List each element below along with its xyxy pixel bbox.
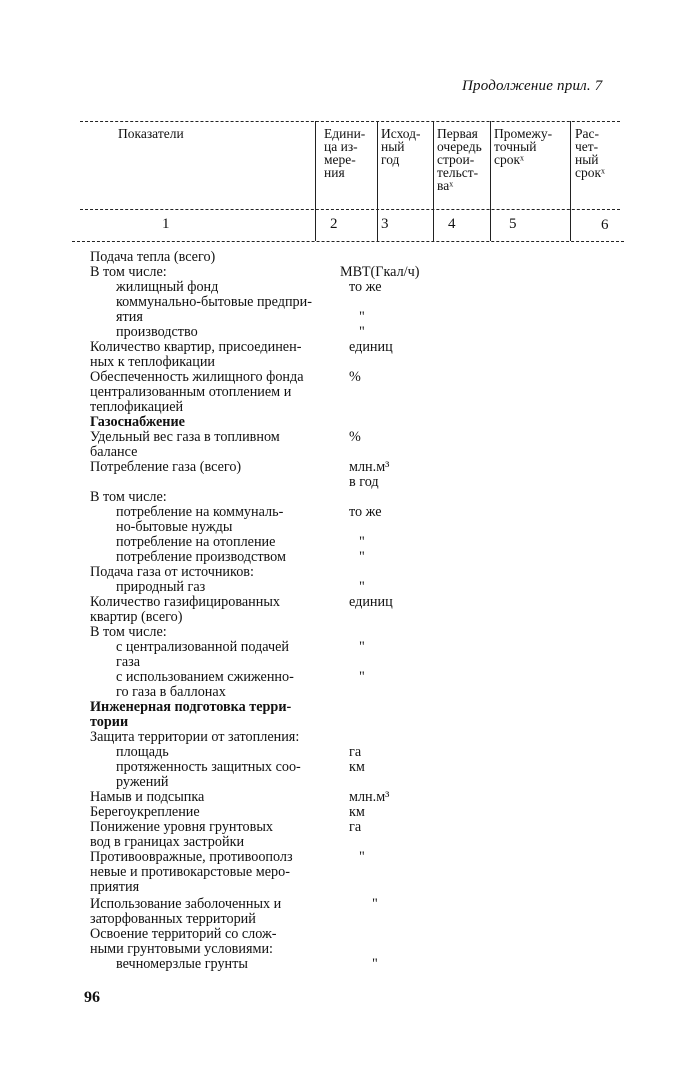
table-row: производство " (116, 324, 365, 340)
section-heading-row: тории (90, 714, 129, 730)
table-row: с использованием сжиженно- " (116, 669, 365, 685)
table-row: потребление на отопление " (116, 534, 365, 550)
table-row: приятия (90, 879, 140, 895)
column-header-indicators: Показатели (118, 126, 184, 141)
column-divider (490, 121, 491, 241)
table-row: теплофикацией (90, 399, 184, 415)
table-top-rule (80, 121, 620, 122)
table-row: в год (349, 474, 379, 490)
page-header: Продолжение прил. 7 (462, 78, 603, 94)
column-divider (377, 121, 378, 241)
table-row: централизованным отоплением и (90, 384, 292, 400)
column-number: 3 (381, 216, 389, 232)
numbers-bottom-rule (72, 241, 624, 242)
table-row: Противоовражные, противоополз " (90, 849, 365, 865)
table-row: природный газ " (116, 579, 365, 595)
table-row: потребление производством " (116, 549, 365, 565)
column-divider (433, 121, 434, 241)
table-row: Количество квартир, присоединен- единиц (90, 339, 393, 355)
column-header-design-period: Рас- чет- ный срокˣ (575, 126, 605, 180)
table-row: Берегоукрепление км (90, 804, 365, 820)
table-row: жилищный фонд то же (116, 279, 382, 295)
table-row: В том числе: (90, 624, 167, 640)
table-row: Количество газифицированных единиц (90, 594, 393, 610)
table-row: невые и противокарстовые меро- (90, 864, 290, 880)
page-number: 96 (84, 989, 100, 1006)
column-number: 2 (330, 216, 338, 232)
table-row: Использование заболоченных и " (90, 896, 378, 912)
table-row: ятия " (116, 309, 365, 325)
table-row: го газа в баллонах (116, 684, 226, 700)
table-row: ными грунтовыми условиями: (90, 941, 274, 957)
table-row: балансе (90, 444, 138, 460)
table-row: В том числе: МВТ(Гкал/ч) (90, 264, 420, 280)
table-row: Обеспеченность жилищного фонда % (90, 369, 361, 385)
table-row: Потребление газа (всего) млн.м³ (90, 459, 390, 475)
table-row: В том числе: (90, 489, 167, 505)
table-row: ных к теплофикации (90, 354, 216, 370)
column-number: 4 (448, 216, 456, 232)
table-row: протяженность защитных соо- км (116, 759, 365, 775)
table-row: с централизованной подачей " (116, 639, 365, 655)
table-row: квартир (всего) (90, 609, 183, 625)
section-heading-row: Газоснабжение (90, 414, 185, 430)
table-row: вечномерзлые грунты " (116, 956, 378, 972)
table-row: но-бытовые нужды (116, 519, 233, 535)
column-header-base-year: Исход- ный год (381, 126, 421, 167)
table-row: Освоение территорий со слож- (90, 926, 277, 942)
header-bottom-rule (80, 209, 620, 210)
table-row: газа (116, 654, 141, 670)
table-row: Понижение уровня грунтовых га (90, 819, 362, 835)
table-row: ружений (116, 774, 169, 790)
table-row: заторфованных территорий (90, 911, 256, 927)
column-header-unit: Едини- ца из- мере- ния (324, 126, 366, 180)
table-row: Намыв и подсыпка млн.м³ (90, 789, 390, 805)
table-row: Удельный вес газа в топливном % (90, 429, 361, 445)
column-number: 6 (601, 217, 609, 233)
column-number: 5 (509, 216, 517, 232)
column-header-intermediate: Промежу- точный срокˣ (494, 126, 553, 167)
table-row: Подача тепла (всего) (90, 249, 216, 265)
column-header-first-stage: Первая очередь строи- тельст- ваˣ (437, 126, 482, 193)
section-heading-row: Инженерная подготовка терри- (90, 699, 292, 715)
column-divider (570, 121, 571, 241)
table-row: Подача газа от источников: (90, 564, 254, 580)
table-row: Защита территории от затопления: (90, 729, 300, 745)
table-row: вод в границах застройки (90, 834, 245, 850)
column-number: 1 (162, 216, 170, 232)
table-row: площадь га (116, 744, 362, 760)
table-row: коммунально-бытовые предпри- (116, 294, 312, 310)
table-row: потребление на коммуналь- то же (116, 504, 382, 520)
column-divider (315, 121, 316, 241)
